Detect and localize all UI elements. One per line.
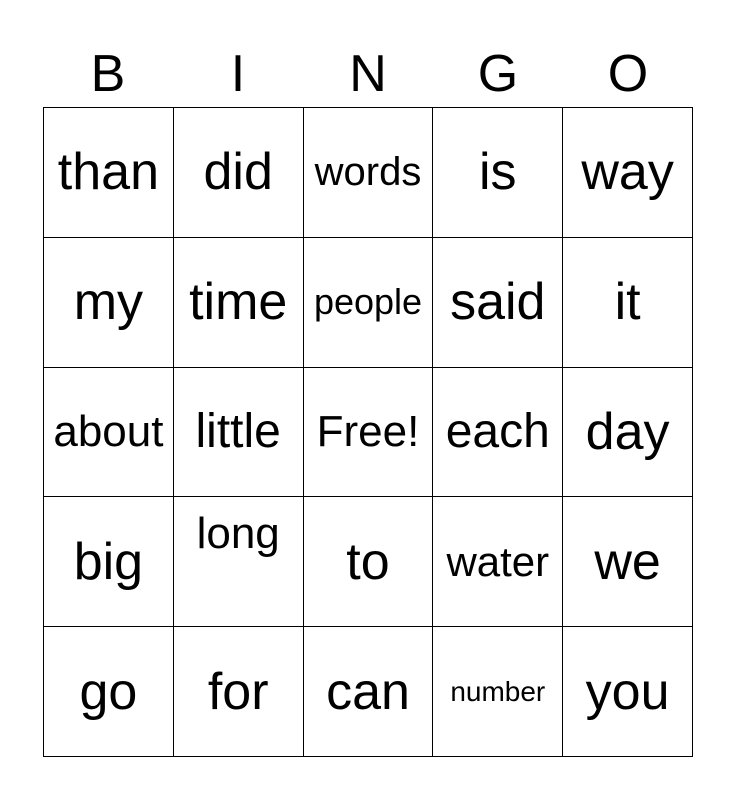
header-letter-n: N xyxy=(349,45,387,103)
bingo-board xyxy=(43,107,693,757)
header-letter-b: B xyxy=(90,45,126,103)
cell-word: to xyxy=(346,532,390,591)
cell-word: little xyxy=(195,404,281,458)
bingo-cell[interactable] xyxy=(174,368,304,498)
bingo-cell[interactable] xyxy=(433,627,563,757)
bingo-cell[interactable] xyxy=(44,497,174,627)
cell-word: go xyxy=(79,662,138,721)
header-letter-o: O xyxy=(607,45,649,103)
bingo-cell[interactable] xyxy=(433,238,563,368)
cell-word: we xyxy=(594,532,661,591)
bingo-cell[interactable] xyxy=(174,238,304,368)
bingo-cell[interactable] xyxy=(44,627,174,757)
header-letter-i: I xyxy=(230,45,246,103)
bingo-cell[interactable] xyxy=(433,497,563,627)
cell-word: my xyxy=(73,273,144,332)
cell-word: is xyxy=(479,143,517,202)
cell-word: day xyxy=(585,402,670,461)
cell-word: big xyxy=(73,532,144,591)
cell-word: way xyxy=(581,143,674,202)
cell-word: said xyxy=(450,273,546,332)
cell-word: can xyxy=(326,662,410,721)
bingo-cell[interactable] xyxy=(304,627,434,757)
cell-word: did xyxy=(203,143,273,202)
bingo-cell[interactable] xyxy=(174,497,304,627)
bingo-cell[interactable] xyxy=(44,108,174,238)
bingo-cell[interactable] xyxy=(304,108,434,238)
bingo-cell[interactable] xyxy=(433,368,563,498)
bingo-cell[interactable] xyxy=(304,238,434,368)
cell-word: people xyxy=(313,281,423,323)
bingo-header xyxy=(43,44,693,104)
cell-word: time xyxy=(189,273,288,332)
bingo-cell[interactable] xyxy=(304,497,434,627)
bingo-cell[interactable] xyxy=(563,368,693,498)
cell-word: water xyxy=(446,537,550,585)
bingo-cell[interactable] xyxy=(563,238,693,368)
cell-word: than xyxy=(57,143,159,202)
cell-word: number xyxy=(450,675,546,707)
free-space-label: Free! xyxy=(316,406,420,456)
bingo-cell[interactable] xyxy=(174,627,304,757)
bingo-cell[interactable] xyxy=(563,627,693,757)
bingo-cell[interactable] xyxy=(44,238,174,368)
bingo-cell[interactable] xyxy=(563,108,693,238)
bingo-cell[interactable] xyxy=(174,108,304,238)
cell-word: it xyxy=(614,273,641,332)
cell-word: about xyxy=(53,406,164,456)
cell-word: each xyxy=(445,404,550,458)
cell-word: you xyxy=(585,662,670,721)
free-space-cell[interactable] xyxy=(304,368,434,498)
cell-word: long xyxy=(196,508,280,558)
cell-word: words xyxy=(314,150,422,195)
bingo-cell[interactable] xyxy=(433,108,563,238)
bingo-cell[interactable] xyxy=(44,368,174,498)
bingo-cell[interactable] xyxy=(563,497,693,627)
cell-word: for xyxy=(207,662,269,721)
header-letter-g: G xyxy=(477,45,519,103)
